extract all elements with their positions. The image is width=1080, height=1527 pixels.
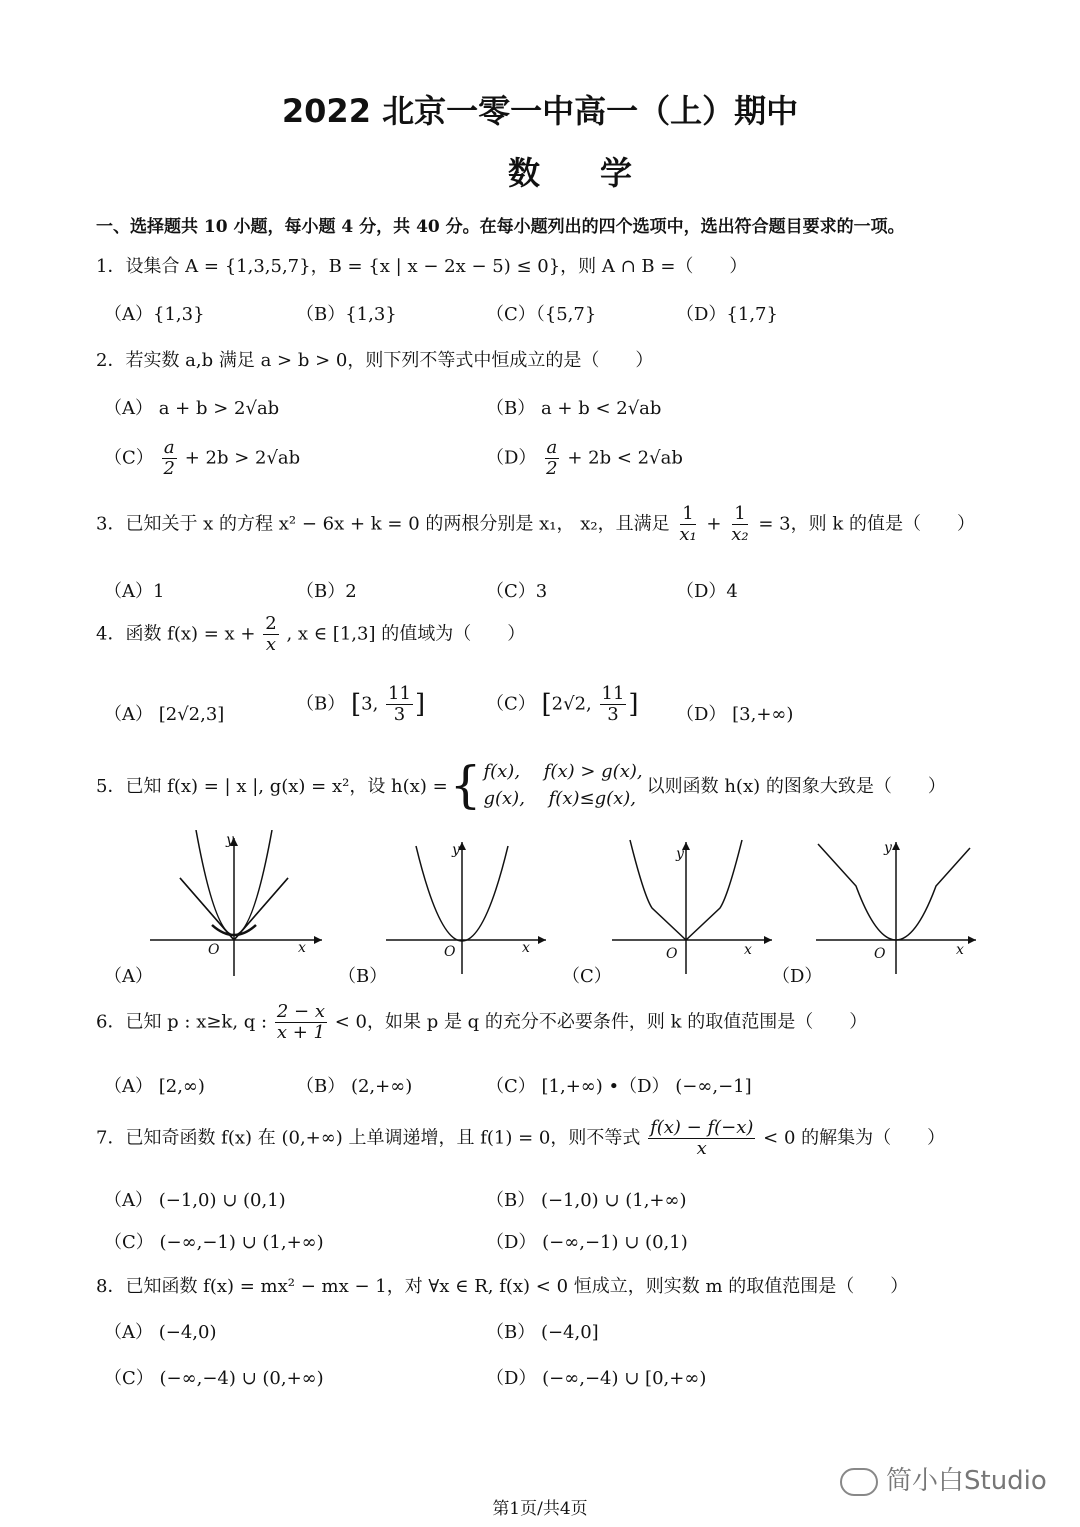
q7-option-c: （C） (−∞,−1) ∪ (1,+∞): [104, 1232, 324, 1253]
q4-option-c-label: （C）: [486, 693, 536, 715]
q5b-axis-x: x: [522, 940, 530, 956]
q2-option-d-tail: + 2b < 2√ab: [567, 447, 683, 469]
q8-option-b: （B） (−4,0]: [486, 1322, 599, 1343]
q5-graph-d: [810, 836, 980, 976]
question-4: [96, 614, 525, 655]
q6-option-b: （B） (2,+∞): [296, 1076, 413, 1097]
q6-stem-b: < 0，如果 p 是 q 的充分不必要条件，则 k 的取值范围是（ ）: [334, 1011, 868, 1033]
q4-option-d: （D） [3,+∞): [676, 704, 794, 725]
q3-option-d: （D）4: [676, 581, 738, 602]
q3-plus: +: [706, 513, 722, 535]
q7-stem-a: 7．已知奇函数 f(x) 在 (0,+∞) 上单调递增，且 f(1) = 0，则不等式: [96, 1127, 641, 1149]
q4-option-a: （A） [2√2,3]: [104, 704, 225, 725]
q2c-frac-den: 2: [163, 457, 175, 479]
q7-option-a: （A） (−1,0) ∪ (0,1): [104, 1190, 286, 1211]
q3-f1-den: x₁: [679, 523, 697, 545]
q2d-frac-den: 2: [546, 457, 558, 479]
q5d-origin: O: [874, 946, 886, 962]
q5c-axis-x: x: [744, 942, 752, 958]
q5c-axis-y: y: [676, 846, 684, 862]
q1-option-c: （C）（{5,7}: [486, 304, 597, 325]
q4c-frac-num: 11: [601, 683, 625, 704]
question-1: 1．设集合 A = {1,3,5,7}，B = {x | x − 2x − 5) ≤ 0}，则 A ∩ B =（ ）: [96, 256, 748, 277]
q1-option-d: （D）{1,7}: [676, 304, 778, 325]
q6-option-c-d: （C） [1,+∞) •（D） (−∞,−1]: [486, 1076, 752, 1097]
q7-frac-num: f(x) − f(−x): [650, 1117, 754, 1138]
q3-option-a: （A）1: [104, 581, 165, 602]
q4-option-c: （C） [2√2, $\frac{11}{3}$ ]: [486, 683, 639, 725]
question-2: 2．若实数 a,b 满足 a > b > 0，则下列不等式中恒成立的是（ ）: [96, 350, 654, 371]
q5-label-a: （A）: [104, 966, 153, 987]
q5a-origin: O: [208, 942, 220, 958]
question-3: [96, 504, 975, 545]
q2-option-c-tail: + 2b > 2√ab: [184, 447, 301, 469]
section-heading: 一、选择题共 10 小题，每小题 4 分，共 40 分。在每小题列出的四个选项中，选出符合题目要求的一项。: [96, 217, 905, 237]
q5a-axis-y: y: [226, 832, 234, 848]
q2-option-d: [486, 438, 683, 479]
q8-option-d: （D） (−∞,−4) ∪ [0,+∞): [486, 1368, 707, 1389]
q5-label-d: （D）: [772, 966, 823, 987]
wechat-icon: [840, 1468, 878, 1496]
q3-stem-b: = 3，则 k 的值是（ ）: [758, 513, 975, 535]
q4c-frac-den: 3: [607, 703, 619, 725]
question-6: [96, 1002, 867, 1043]
q2-option-d-label: （D）: [486, 447, 537, 469]
question-8: 8．已知函数 f(x) = mx² − mx − 1，对 ∀x ∈ R, f(x) < 0 恒成立，则实数 m 的取值范围是（ ）: [96, 1276, 909, 1297]
q6-option-a: （A） [2,∞): [104, 1076, 205, 1097]
question-5: 5．已知 f(x) = | x |, g(x) = x²，设 h(x) = { f(x), f(x) > g(x), g(x), f(x)≤g(x), 以则函数 h(x) 的图象大致是（ ）: [96, 756, 946, 814]
q3-option-b: （B）2: [296, 581, 357, 602]
q5b-origin: O: [444, 944, 456, 960]
q5c-origin: O: [666, 946, 678, 962]
q5d-axis-x: x: [956, 942, 964, 958]
page-title: 2022 北京一零一中高一（上）期中: [281, 92, 799, 130]
watermark: [840, 1460, 1047, 1497]
q3-stem-a: 3．已知关于 x 的方程 x² − 6x + k = 0 的两根分别是 x₁， x₂，且满足: [96, 513, 670, 535]
q2d-frac-num: a: [546, 437, 558, 458]
q4-stem-b: , x ∈ [1,3] 的值域为（ ）: [286, 623, 526, 645]
q5a-axis-x: x: [298, 940, 306, 956]
q5-case-1: f(x), f(x) > g(x),: [483, 761, 643, 782]
q4-frac-den: x: [265, 633, 277, 655]
q3-option-c: （C）3: [486, 581, 548, 602]
q6-frac-num: 2 − x: [276, 1001, 325, 1022]
q2-option-c-label: （C）: [104, 447, 154, 469]
question-7: [96, 1118, 945, 1159]
q2-option-c: [104, 438, 300, 479]
q2-option-a: （A） a + b > 2√ab: [104, 398, 280, 419]
q3-f2-num: 1: [734, 503, 746, 524]
q3-f1-num: 1: [682, 503, 694, 524]
q1-option-a: （A）{1,3}: [104, 304, 205, 325]
q5-stem-b: 以则函数 h(x) 的图象大致是（ ）: [646, 776, 946, 797]
q4-c-inner: 2√2,: [551, 693, 592, 715]
q6-frac-den: x + 1: [276, 1021, 325, 1043]
q5-stem-a: 5．已知 f(x) = | x |, g(x) = x²，设 h(x) =: [96, 776, 448, 797]
q6-stem-a: 6．已知 p : x≥k, q :: [96, 1011, 268, 1033]
q4-option-b: （B） [3, $\frac{11}{3}$ ]: [296, 683, 426, 725]
q7-option-b: （B） (−1,0) ∪ (1,+∞): [486, 1190, 687, 1211]
q2c-frac-num: a: [163, 437, 175, 458]
q7-frac-den: x: [696, 1137, 707, 1159]
q5-label-c: （C）: [562, 966, 612, 987]
q4-frac-num: 2: [265, 613, 277, 634]
q4b-frac-den: 3: [393, 703, 406, 725]
q4-option-b-label: （B）: [296, 693, 346, 715]
q8-option-c: （C） (−∞,−4) ∪ (0,+∞): [104, 1368, 324, 1389]
q7-option-d: （D） (−∞,−1) ∪ (0,1): [486, 1232, 688, 1253]
watermark-text: 简小白Studio: [886, 1466, 1047, 1496]
q5-graph-a: [140, 830, 330, 980]
q3-f2-den: x₂: [731, 523, 749, 545]
subject-title: 数学: [507, 154, 692, 192]
page-footer: 第1页/共4页: [492, 1499, 588, 1519]
q8-option-a: （A） (−4,0): [104, 1322, 217, 1343]
q2-option-b: （B） a + b < 2√ab: [486, 398, 662, 419]
q7-stem-b: < 0 的解集为（ ）: [763, 1127, 946, 1149]
q5d-axis-y: y: [884, 840, 892, 856]
q4b-frac-num: 11: [388, 683, 411, 704]
q5-label-b: （B）: [338, 966, 388, 987]
q5b-axis-y: y: [452, 842, 460, 858]
q1-option-b: （B）{1,3}: [296, 304, 397, 325]
q4-b-inner: 3,: [361, 693, 379, 715]
q5-case-2: g(x), f(x)≤g(x),: [483, 788, 637, 809]
q4-stem-a: 4．函数 f(x) = x +: [96, 623, 256, 645]
